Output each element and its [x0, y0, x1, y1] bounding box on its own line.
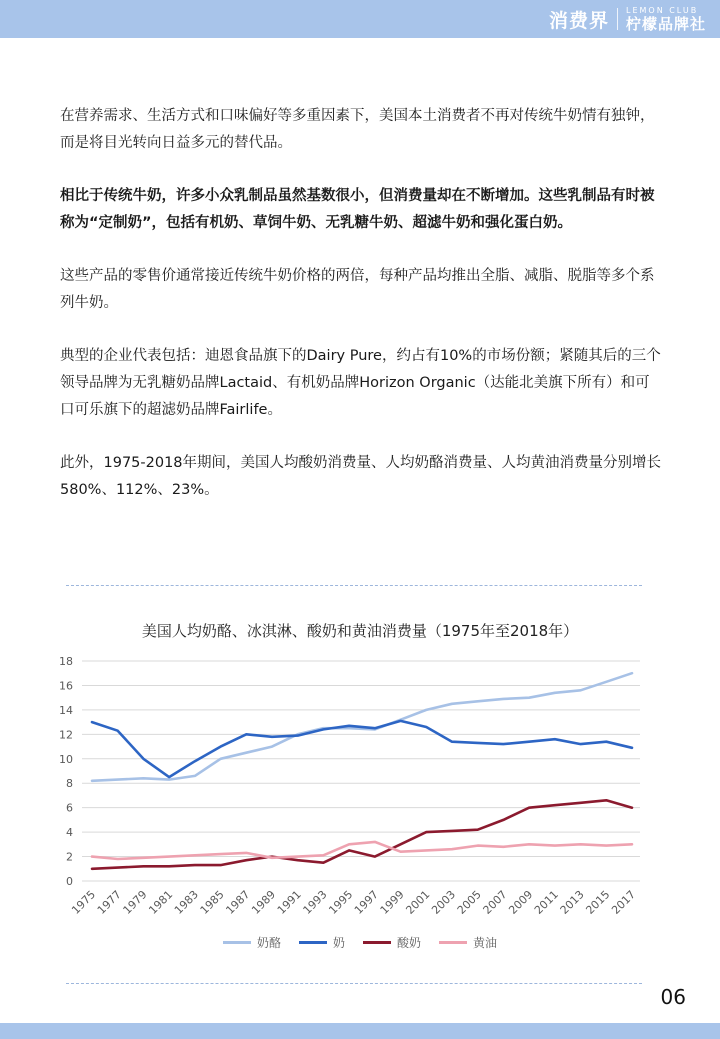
y-tick-label: 14 [59, 703, 73, 717]
x-tick-label: 1983 [171, 887, 201, 917]
x-tick-label: 2001 [403, 887, 433, 917]
y-tick-label: 2 [66, 850, 73, 864]
x-tick-label: 1981 [146, 887, 176, 917]
chart-title: 美国人均奶酪、冰淇淋、酸奶和黄油消费量（1975年至2018年） [141, 622, 579, 640]
x-tick-label: 2007 [480, 887, 510, 917]
legend-label: 黄油 [473, 936, 498, 950]
x-tick-label: 1975 [69, 887, 99, 917]
x-tick-label: 1985 [197, 887, 227, 917]
legend-label: 酸奶 [397, 936, 422, 950]
x-tick-label: 2013 [557, 887, 587, 917]
y-tick-label: 4 [66, 826, 73, 840]
x-tick-label: 1999 [377, 887, 407, 917]
x-tick-label: 2005 [454, 887, 484, 917]
divider-bottom [66, 983, 642, 984]
x-tick-label: 1989 [249, 887, 279, 917]
paragraph-1: 在营养需求、生活方式和口味偏好等多重因素下，美国本土消费者不再对传统牛奶情有独钟，而是将目光转向日益多元的替代品。 [60, 108, 655, 151]
y-tick-label: 6 [66, 801, 73, 815]
paragraph-2: 相比于传统牛奶，许多小众乳制品虽然基数很小，但消费量却在不断增加。这些乳制品有时被称为“定制奶”，包括有机奶、草饲牛奶、无乳糖牛奶、超滤牛奶和强化蛋白奶。 [60, 188, 655, 231]
legend-swatch [223, 941, 251, 944]
x-tick-label: 1995 [326, 887, 356, 917]
x-tick-label: 1987 [223, 887, 253, 917]
brand-en: LEMON CLUB [625, 5, 699, 15]
legend-label: 奶酪 [256, 936, 281, 950]
x-tick-label: 1991 [274, 887, 304, 917]
y-tick-label: 16 [59, 679, 73, 693]
series-line-3 [92, 800, 632, 869]
y-tick-label: 12 [59, 728, 73, 742]
brand-cn: 柠檬品牌社 [625, 14, 706, 33]
y-tick-label: 18 [59, 655, 73, 668]
legend-entry [363, 934, 421, 951]
header-bar [0, 0, 720, 38]
y-tick-label: 0 [66, 875, 73, 888]
page-number: 06 [660, 985, 686, 1009]
line-chart [0, 640, 720, 930]
legend-entry [299, 934, 345, 951]
legend-swatch [439, 941, 467, 944]
logo-text: 消费界 [548, 9, 609, 32]
brand-logo [549, 4, 706, 34]
paragraph-4: 典型的企业代表包括：迪恩食品旗下的Dairy Pure，约占有10%的市场份额；紧随其后的三个领导品牌为无乳糖奶品牌Lactaid、有机奶品牌Horizon Organic（达能北美旗下所有）和可口可乐旗下的超滤奶品牌Fairlife。 [60, 348, 661, 418]
legend-swatch [363, 941, 391, 944]
legend-entry [439, 934, 497, 951]
x-tick-label: 1979 [120, 887, 150, 917]
x-tick-label: 2015 [583, 887, 613, 917]
x-tick-label: 1993 [300, 887, 330, 917]
footer-bar [0, 1023, 720, 1039]
brand-divider [617, 8, 618, 30]
legend-swatch [299, 941, 327, 944]
paragraph-5: 此外，1975-2018年期间，美国人均酸奶消费量、人均奶酪消费量、人均黄油消费量分别增长580%、112%、23%。 [60, 455, 662, 498]
divider-top [66, 585, 642, 586]
article-body [60, 103, 664, 530]
brand-text [626, 7, 706, 32]
paragraph-3: 这些产品的零售价通常接近传统牛奶价格的两倍，每种产品均推出全脂、减脂、脱脂等多个系列牛奶。 [60, 268, 655, 311]
x-tick-label: 2017 [609, 887, 639, 917]
y-tick-label: 10 [59, 752, 73, 766]
y-tick-label: 8 [66, 777, 73, 791]
chart-legend [0, 934, 720, 951]
x-tick-label: 2011 [531, 887, 561, 917]
legend-label: 奶 [332, 936, 345, 950]
x-tick-label: 2009 [506, 887, 536, 917]
legend-entry [223, 934, 281, 951]
x-tick-label: 1977 [94, 887, 124, 917]
x-tick-label: 2003 [429, 887, 459, 917]
x-tick-label: 1997 [351, 887, 381, 917]
